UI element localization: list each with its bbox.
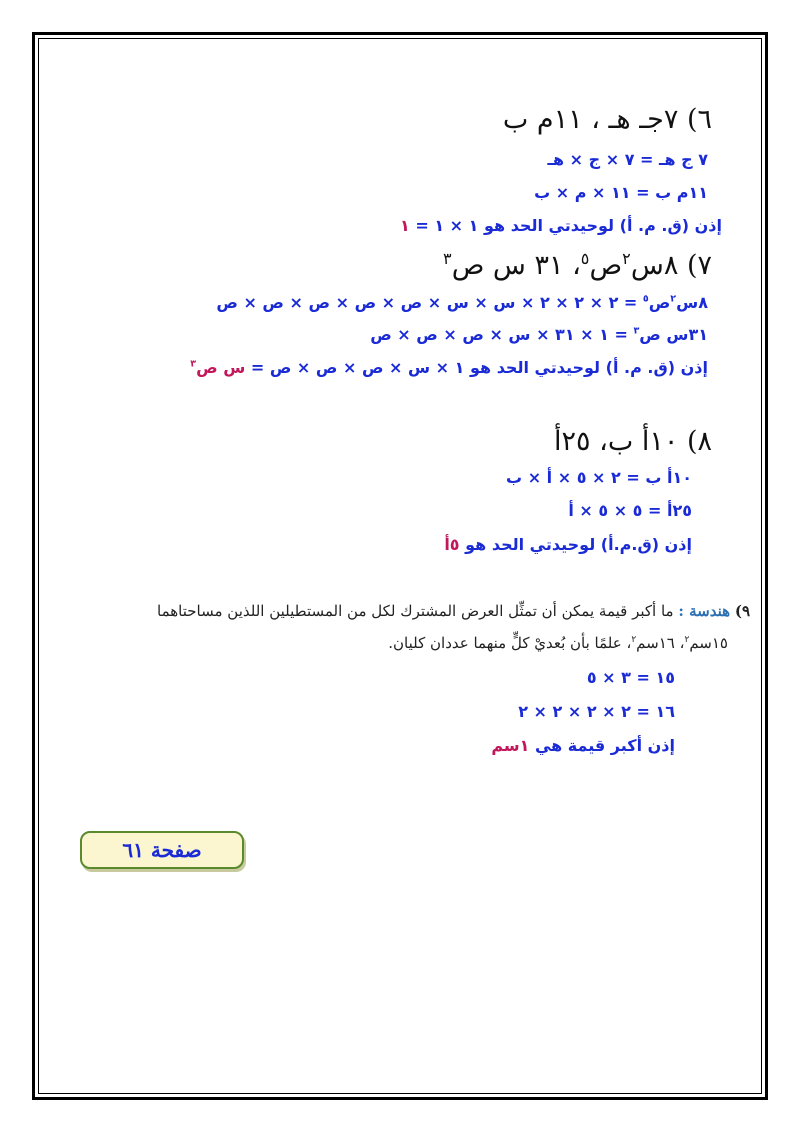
result-prefix: إذن (ق. م. أ) لوحيدتي الحد هو ١ × س × ص × ص × ص = — [250, 358, 708, 377]
page-number-label: صفحة ٦١ — [122, 838, 202, 862]
question-8 — [554, 428, 712, 455]
q8-factor-line-1: ١٠أ ب = ٢ × ٥ × أ × ب — [506, 468, 692, 487]
question-text: ٧جـ هـ ، ١١م ب — [502, 104, 679, 135]
q7-factor-line-1: ٨س$^٢$ص$^٥$ = ٢ × ٢ × ٢ × س × س × ص × ص × ص × ص × ص — [216, 293, 708, 312]
question-7 — [443, 249, 712, 281]
question-9-line-2: ١٥سم$^٢$، ١٦سم$^٢$، علمًا بأن بُعديْ كلٍّ منهما عددان كليان. — [388, 634, 728, 652]
q9-result — [491, 738, 675, 754]
question-number: ٧) — [686, 250, 712, 281]
q7-result — [190, 360, 708, 376]
question-number: ٦) — [686, 104, 712, 135]
q6-result — [400, 218, 722, 234]
q7-factor-line-2: ٣١س ص$^٣$ = ١ × ٣١ × س × ص × ص × ص — [370, 325, 708, 344]
q8-result — [444, 537, 692, 553]
q9-factor-line-2: ١٦ = ٢ × ٢ × ٢ × ٢ — [518, 702, 675, 721]
q9-factor-line-1: ١٥ = ٣ × ٥ — [586, 668, 675, 687]
result-value: س ص$^٣$ — [190, 358, 246, 377]
result-prefix: إذن (ق.م.أ) لوحيدتي الحد هو — [465, 535, 692, 554]
q8-factor-line-2: ٢٥أ = ٥ × ٥ × أ — [568, 501, 692, 520]
question-category-label: هندسة : — [678, 602, 731, 620]
q6-factor-line-1: ٧ ج هـ = ٧ × ج × هـ — [547, 150, 708, 169]
question-text: ٨س$^٢$ص$^٥$، ٣١ س ص$^٣$ — [443, 249, 679, 281]
result-value: ٥أ — [444, 535, 460, 554]
result-prefix: إذن أكبر قيمة هي — [534, 736, 675, 755]
question-6 — [503, 106, 712, 133]
result-value: ١سم — [491, 736, 530, 755]
question-number: ٩) — [734, 602, 750, 620]
question-9 — [157, 604, 750, 619]
page-number-badge — [80, 831, 244, 869]
question-number: ٨) — [686, 426, 712, 457]
result-value: ١ — [400, 216, 410, 235]
result-prefix: إذن (ق. م. أ) لوحيدتي الحد هو ١ × ١ = — [415, 216, 722, 235]
question-text: ١٠أ ب، ٢٥أ — [553, 426, 679, 457]
q6-factor-line-2: ١١م ب = ١١ × م × ب — [534, 183, 708, 202]
question-text-line-1: ما أكبر قيمة يمكن أن تمثِّل العرض المشترك لكل من المستطيلين اللذين مساحتاهما — [157, 602, 674, 620]
